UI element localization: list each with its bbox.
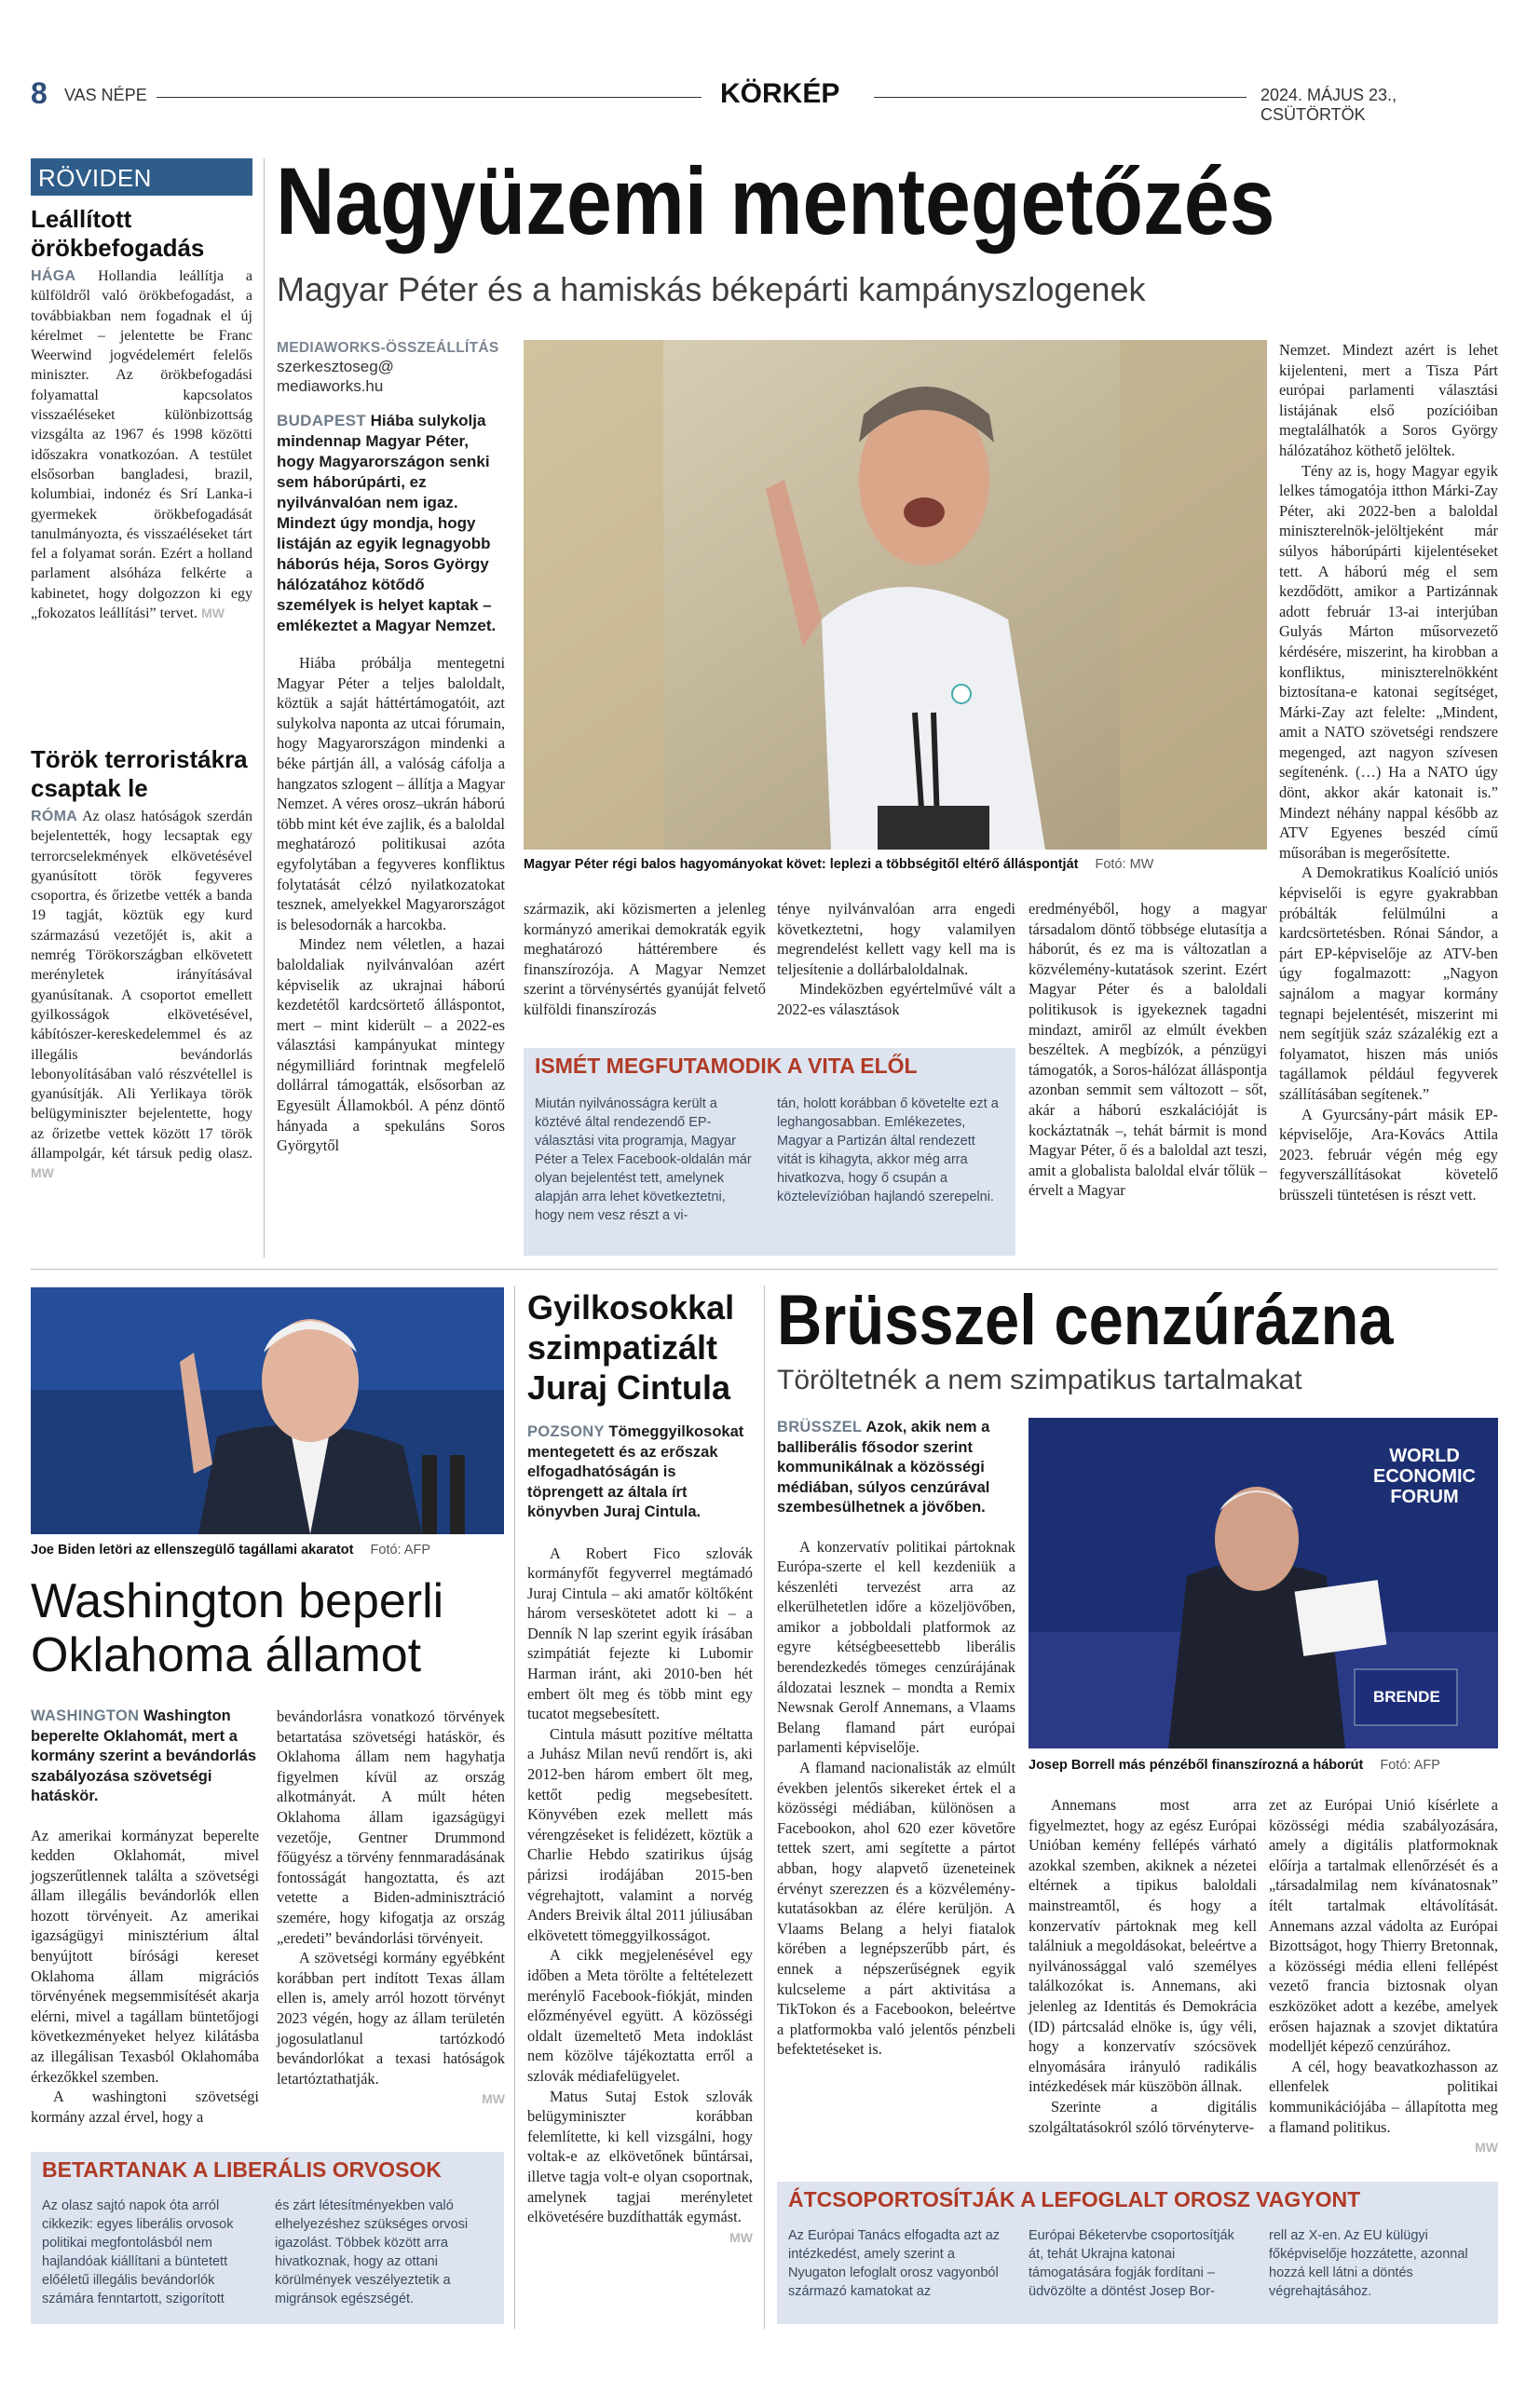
biden-col2: bevándorlásra vonatkozó törvények betartatása szövetségi hatáskör, és Oklahoma állam nem hagyhatja figyelmen kívül az ország alkotmányát. A múlt héten Oklahoma állam igazságügyi vezetője, Gentner Drummond főügyész a törvény fennmaradásának fontosságát hangoztatta, és azt vetette a Biden-adminisztráció szemére, hogy kifogatja az ország „eredeti” bevándorlási törvényeit. A szövetségi kormány egyébként korábban pert indított Texas állam ellen is, amely arról hozott törvényt 2023 végén, hogy az állam területén jogosulatlanul tartózkodó bevándorlókat a texasi hatóságok letartóztathatják. MW xyxy=(277,1707,505,2107)
main-col1-body: Hiába próbálja mentegetni Magyar Péter a teljes baloldalt, köztük a saját háttértámogatóit, azt sulykolva naponta az utcai fórumain, hogy Magyarországon mindenki a béke pártján áll, a valóság cáfolja a hangzatos szlogent – állítja a Magyar Nemzet. A véres orosz–ukrán háború több mint két éve zajlik, és a baloldal meghatározó politikusai azóta egyfolytában a fegyveres konfliktus folytatását célzó nyilatkozatokat tesznek, amelyekkel Magyarországot is belesodornák a harcokba. Mindez nem véletlen, a hazai baloldaliak nyilvánvalóan azért képviselik az ukrajnai háború kezdetétől kardcsörtető álláspontot, mert – mint kiderült – a 2022-es választási kampányukat mintegy négymilliárd forintnak megfelelő dollárral támogatták, elsősorban az Egyesült Államokból. A pénz döntő hányada a spekuláns Soros Györgytől xyxy=(277,654,505,1155)
main-subheadline: Magyar Péter és a hamiskás békepárti kampányszlogenek xyxy=(277,270,1146,308)
brussels-dateline: BRÜSSZEL xyxy=(777,1419,863,1435)
header-rule-left xyxy=(157,97,702,98)
section-title: KÖRKÉP xyxy=(720,78,840,109)
biden-headline: Washington beperli Oklahoma államot xyxy=(31,1574,444,1682)
column-divider xyxy=(264,158,265,1258)
main-col1 xyxy=(277,340,505,1156)
main-photo xyxy=(524,340,1267,850)
infobox-title: BETARTANAK A LIBERÁLIS ORVOSOK xyxy=(42,2157,442,2182)
biden-col1 xyxy=(31,1707,259,2127)
roviden-headline: Török terroristákra csaptak le xyxy=(31,745,248,802)
header-rule-right xyxy=(874,97,1247,98)
roviden-label: RÖVIDEN xyxy=(31,158,252,196)
cintula-lead: POZSONY Tömeggyilkosokat mentegetett és az erőszak elfogadhatóságán is töprengett az általa írt könyvben Juraj Cintula. xyxy=(527,1423,744,1520)
infobox-col1: Az Európai Tanács elfogadta azt az intézkedést, amely szerint a Nyugaton lefoglalt orosz vagyonból származó kamatokat az xyxy=(788,2228,1001,2299)
cintula-dateline: POZSONY xyxy=(527,1423,605,1440)
infobox-col1: Az olasz sajtó napok óta arról cikkezik: egyes liberális orvosok politikai megfontolásból nem hajlandóak kiállítani a büntetett előéletű illegális bevándorlók számára fenntartott, szigorított xyxy=(42,2198,234,2306)
infobox-col2: tán, holott korábban ő követelte ezt a leghangosabban. Emlékezetes, Magyar a Partizán által rendezett vitát is kihagyta, akkor még arra hivatkozva, hogy ő csupán a köztelevízióban hajlandó szerepelni. xyxy=(777,1096,999,1204)
section-divider xyxy=(31,1269,1498,1270)
roviden-signature: MW xyxy=(201,605,225,621)
roviden-item xyxy=(31,745,252,1184)
biden-photo-caption: Joe Biden letöri az ellenszegülő tagállami akaratot Fotó: AFP xyxy=(31,1543,431,1558)
brussels-col1 xyxy=(777,1418,1015,2060)
infobox-col1: Miután nyilvánosságra került a köztévé által rendezendő EP-választási vita programja, Magyar Péter a Telex Facebook-oldalán már olyan bejelentést tett, amelynek alapján arra lehet következtetni, hogy nem vesz részt a vi- xyxy=(535,1096,752,1223)
brussels-col3: zet az Európai Unió kísérlete a közösségi média szabályozására, amely a digitális platformoknak előírja a tartalmak ellenőrzését és a „társadalmilag nem kívánatosnak” ítélt tartalmak eltávolítását. Annemans azzal vádolta az Európai Bizottságot, hogy Thierry Bretonnak, a közösségi média elleni fellépést vezető francia biztosnak olyan eszközöket adott a kezébe, amelyek erősen hajaznak a szovjet diktatúra modelljét képező cenzúrához. A cél, hogy beavatkozhasson az ellenfelek politikai kommunikációjába – állapította meg a flamand politikus. MW xyxy=(1269,1796,1498,2156)
main-lead: BUDAPEST Hiába sulykolja mindennap Magyar Péter, hogy Magyarországon senki sem háborúpárti, ez nyilvánvalóan nem igaz. Mindezt úgy mondja, hogy listáján az egyik legnagyobb háborús héja, Soros György hálózatához kötődő személyek is helyet kaptak – emlékeztet a Magyar Nemzet. xyxy=(277,412,497,634)
column-divider xyxy=(764,1286,765,2329)
roviden-text: RÓMA Az olasz hatóságok szerdán bejelentették, hogy lecsaptak egy terrorcselekmények elkövetésével gyanúsított török fegyveres csoportra, és őrizetbe vették a banda 19 tagját, köztük egy kurd származású vezetőjét is, akit a nemrég Törökországban elkövetett merényletek irányításával gyanúsítanak. A csoportot emellett gyilkosságok elkövetésével, kábítószer-kereskedelemmel és az illegális bevándorlás lebonyolításában való részvétellel is gyanúsítják. Ali Yerlikaya török belügyminiszter bejelentette, hogy az őrizetbe vettek között 17 török állampolgár, két társuk pedig olasz. MW xyxy=(31,809,252,1181)
biden-dateline: WASHINGTON xyxy=(31,1707,140,1724)
page-number: 8 xyxy=(31,76,48,110)
byline-email: szerkesztoseg@ mediaworks.hu xyxy=(277,358,394,395)
photo-credit: Fotó: AFP xyxy=(1380,1758,1440,1773)
roviden-headline: Leállított örökbefogadás xyxy=(31,205,205,262)
brussels-headline: Brüsszel cenzúrázna xyxy=(777,1281,1394,1360)
infobox-vita xyxy=(524,1048,1015,1256)
main-photo-caption: Magyar Péter régi balos hagyományokat követ: leplezi a többségitől eltérő álláspontját Fotó: MW xyxy=(524,857,1154,872)
brende-nameplate: BRENDE xyxy=(1373,1688,1440,1706)
infobox-title: ISMÉT MEGFUTAMODIK A VITA ELŐL xyxy=(535,1054,918,1078)
infobox-orosz-vagyon xyxy=(777,2182,1498,2324)
roviden-dateline: RÓMA xyxy=(31,809,78,824)
cintula-headline: Gyilkosokkal szimpatizált Juraj Cintula xyxy=(527,1288,735,1407)
infobox-orvosok xyxy=(31,2152,504,2324)
brussels-signature: MW xyxy=(1475,2140,1498,2156)
photo-credit: Fotó: AFP xyxy=(370,1543,431,1558)
page-header xyxy=(31,76,1498,124)
magyar-peter-photo xyxy=(524,340,1267,850)
biden-lead: WASHINGTON Washington beperelte Oklahomát, mert a kormány szerint a bevándorlás szabályozása szövetségi hatáskör. xyxy=(31,1707,257,1804)
roviden-item xyxy=(31,205,252,623)
roviden-column xyxy=(31,158,252,1258)
main-col4: eredményéből, hogy a magyar társadalom döntő többsége elutasítja a háborút, és ez ma is változatlan a közvélemény-kutatások szerint. Ezért Magyar Péter és a baloldali politikusok is igyekeznek tagadni mindazt, amiről az elmúlt években beszéltek. A megbízók, a pénzügyi támogatók, a Soros-hálózat álláspontja azonban semmit sem változott – sőt, akár a háború eszkalációját is kockáztatnák –, tehát bármit is mond Magyar Péter, ő és a baloldal azt teszi, amit a globalista baloldal elvár tőlük – érvelt a Magyar xyxy=(1029,900,1267,1200)
photo-credit: Fotó: MW xyxy=(1095,857,1154,872)
main-headline: Nagyüzemi mentegetőzés xyxy=(276,148,1275,254)
cintula-signature: MW xyxy=(729,2229,753,2245)
joe-biden-photo xyxy=(31,1287,504,1534)
roviden-text: HÁGA Hollandia leállítja a külföldről való örökbefogadást, a továbbiakban nem fogadnak el új kérelmet – jelentette be Franc Weerwind jogvédelemért felelős miniszter. Az örökbefogadási folyamattal kapcsolatos visszaéléseket különbizottság vizsgálta az 1967 és 1998 közötti időszakra vonatkozóan. A testület elsősorban bangladesi, brazil, kolumbiai, indonéz és Srí Lanka-i gyermekek örökbefogadását tanulmányozta, és visszaéléseket tárt fel a folyamat során. Ezért a holland parlament alsóháza felkérte a kabinetet, hogy dolgozzon ki egy „fokozatos leállítási” tervet. MW xyxy=(31,268,253,622)
main-col3: ténye nyilvánvalóan arra engedi következtetni, hogy valamilyen megrendelést kellett vagy kell ma is teljesítenie a dollárbaloldalnak. Mindeközben egyértelművé vált a 2022-es választások xyxy=(777,900,1015,1018)
cintula-column xyxy=(527,1287,753,2248)
main-dateline: BUDAPEST xyxy=(277,412,366,429)
borrell-photo-caption: Josep Borrell más pénzéből finanszírozná a háborút Fotó: AFP xyxy=(1029,1758,1440,1773)
infobox-title: ÁTCSOPORTOSÍTJÁK A LEFOGLALT OROSZ VAGYONT xyxy=(788,2187,1361,2211)
infobox-col2: Európai Béketervbe csoportosítják át, tehát Ukrajna katonai támogatására fogják fordítani – üdvözölte a döntést Josep Bor- xyxy=(1029,2228,1234,2299)
borrell-photo xyxy=(1029,1418,1498,1748)
roviden-dateline: HÁGA xyxy=(31,268,76,284)
roviden-signature: MW xyxy=(31,1165,54,1181)
cintula-body: A Robert Fico szlovák kormányfőt fegyverrel megtámadó Juraj Cintula – aki amatőr költőként három verseskötetet adott ki – a Denník N lap szerint egyik írásában szimpátiát fejezte ki Lubomir Harman iránt, aki 2010-ben hét embert ölt meg és több mint egy tucatot megsebesített. Cintula másutt pozitíve méltatta a Juhász Milan nevű rendőrt is, aki 2012-ben három embert ölt meg, kettőt pedig megsebesített. Könyvében ezek mellett más vérengzéseket is felidézett, köztük a Charlie Hebdo szatirikus újság párizsi irodájában 2015-ben végrehajtott, valamint a norvég Anders Breivik által 2011 júliusában elkövetett tömeggyilkosságot. A cikk megjelenésével egy időben a Meta törölte a feltételezett merénylő Facebook-fiókját, minden előzményével együtt. A közösségi oldalt üzemeltető Meta indoklást nem közölve tájékoztatta erről a szlovák médiafelügyelet. Matus Sutaj Estok szlovák belügyminiszter korábban felemlítette, ki kell vizsgálni, hogy voltak-e az elkövetőnek bűntársai, illetve tagja volt-e olyan csoportnak, amelynek tagjai merényletet elkövetésére buzdíthatták egymást. MW xyxy=(527,1544,753,2245)
brussels-col1-body: A konzervatív politikai pártoknak Európa-szerte el kell kezdeniük a készenléti tervezést arra az elkerülhetetlen időre a közeljövőben, amikor a jobboldali platformok az egyre kétségbeesettebb liberális berendezkedés tömeges cenzúrájának áldozatai lesznek – mondta a Remix Newsnak Gerolf Annemans, a Vlaams Belang flamand párt európai parlamenti képviselője. A flamand nacionalisták az elmúlt években jelentős sikereket értek el a közösségi médiában, különösen a Facebookon, ahol 620 ezer követőre tettek szert, ami segítette a pártot abban, hogy alapvető üzeneteinek érvényt szerezzen és a közvélemény-kutatásokban az élére kerüljön. A Vlaams Belang a helyi fiatalok körében a legnépszerűbb párt, és ennek a népszerűségnek egyik kulcseleme a párt aktivitása a TikTokon és a Facebookon, beleértve a platformokba való jelentős pénzbeli befektetéseket is. xyxy=(777,1537,1015,2059)
infobox-col2: és zárt létesítményekben való elhelyezéshez szükséges orvosi igazolást. Többek között arra hivatkoznak, hogy az ottani körülmények veszélyeztetik a migránsok egészségét. xyxy=(275,2198,469,2306)
infobox-col3: rell az X-en. Az EU külügyi főképviselője hozzátette, azonnal hozzá kell látni a döntés végrehajtásához. xyxy=(1269,2228,1468,2299)
main-col5: Nemzet. Mindezt azért is lehet kijelenteni, mert a Tisza Párt európai parlamenti választási listájának első pozícióiban megtalálhatók a Soros György hálózatához köthető jelöltek. Tény az is, hogy Magyar egyik lelkes támogatója itthon Márki-Zay Péter, aki 2022-ben a baloldal miniszterelnök-jelöltjeként már súlyos háborúpárti kijelentéseket tett. A háború még el sem kezdődött, amikor a Partizánnak adott február 13-ai interjúban Gulyás Márton műsorvezető kérdésére, miszerint, ha kirobban a konfliktus, miniszterelnökként biztosítana-e katonai segítséget, Márki-Zay azt felelte: „Mindent, amit a NATO szövetségi rendszere megenged, azt nagyon szívesen segítenénk. (…) Ha a NATO úgy dönt, akkor akár katonait is.” Mindezt néhány nappal később az ATV Egyenes beszéd című műsorában is megerősítette. A Demokratikus Koalíció uniós képviselői is egyre gyakrabban próbálták felülmúlni a kardcsörtetésben. Rónai Sándor, a párt EP-képviselője az ATV-ben úgy fogalmazott: „Nagyon sajnálom a magyar kormány tegnapi bejelentését, miszerint mi nem segítjük száz százalékig ezt a folyamatot, hiszen más uniós tagállamok például fegyverek szállításában segítenek.” A Gyurcsány-párt másik EP-képviselője, Ara-Kovács Attila 2023. február végén még egy fegyverszállításokat követelő brüsszeli tüntetésen is részt vett. xyxy=(1279,341,1498,1204)
byline: MEDIAWORKS-ÖSSZEÁLLÍTÁS xyxy=(277,340,499,356)
wef-logo-text: WORLD ECONOMIC FORUM xyxy=(1373,1446,1476,1507)
paper-name: VAS NÉPE xyxy=(64,86,147,104)
biden-photo xyxy=(31,1287,504,1534)
issue-date: 2024. MÁJUS 23., CSÜTÖRTÖK xyxy=(1260,86,1397,124)
brussels-col2: Annemans most arra figyelmeztet, hogy az egész Európai Unióban kemény fellépés várható azokkal szemben, akiknek a nézetei eltérnek a tipikus baloldali mainstreamtől, és hogy a konzervatív pártoknak meg kell találniuk a megoldásokat, beleértve a nyilvánossággal való személyes találkozókat is. Annemans, aki jelenleg az Identitás és Demokrácia (ID) pártcsalád elnöke is, úgy véli, hogy a konzervatív szócsövek elnyomására irányuló radikális intézkedések már küszöbön állnak. Szerinte a digitális szolgáltatásokról szóló törvényterve- xyxy=(1029,1796,1257,2136)
column-divider xyxy=(514,1286,515,2329)
biden-col1-body: Az amerikai kormányzat beperelte kedden Oklahomát, mivel jogszerűtlennek találta a szövetségi állam illegális bevándorlók ellen hozott törvényeit. Az amerikai igazságügyi minisztérium által benyújtott bírósági kereset Oklahoma állam migrációs törvényének megsemmisítését akarja elérni, mivel a tagállam büntetőjogi következményeket helyez kilátásba az illegálisan Texasból Oklahomába érkezőkkel szemben. A washingtoni szövetségi kormány azzal érvel, hogy a xyxy=(31,1826,259,2126)
brussels-lead: BRÜSSZEL Azok, akik nem a balliberális fősodor szerint kommunikálnak a közösségi médiában, súlyos cenzúrával szembesülhetnek a jövőben. xyxy=(777,1419,990,1516)
main-col2: származik, aki közismerten a jelenleg kormányzó amerikai demokraták egyik meghatározó háttérembere és finanszírozója. A Magyar Nemzet szerint a törvénysértés gyanúját felvető külföldi finanszírozás xyxy=(524,900,766,1018)
brussels-subheadline: Töröltetnék a nem szimpatikus tartalmakat xyxy=(777,1365,1302,1395)
biden-signature: MW xyxy=(482,2091,505,2107)
